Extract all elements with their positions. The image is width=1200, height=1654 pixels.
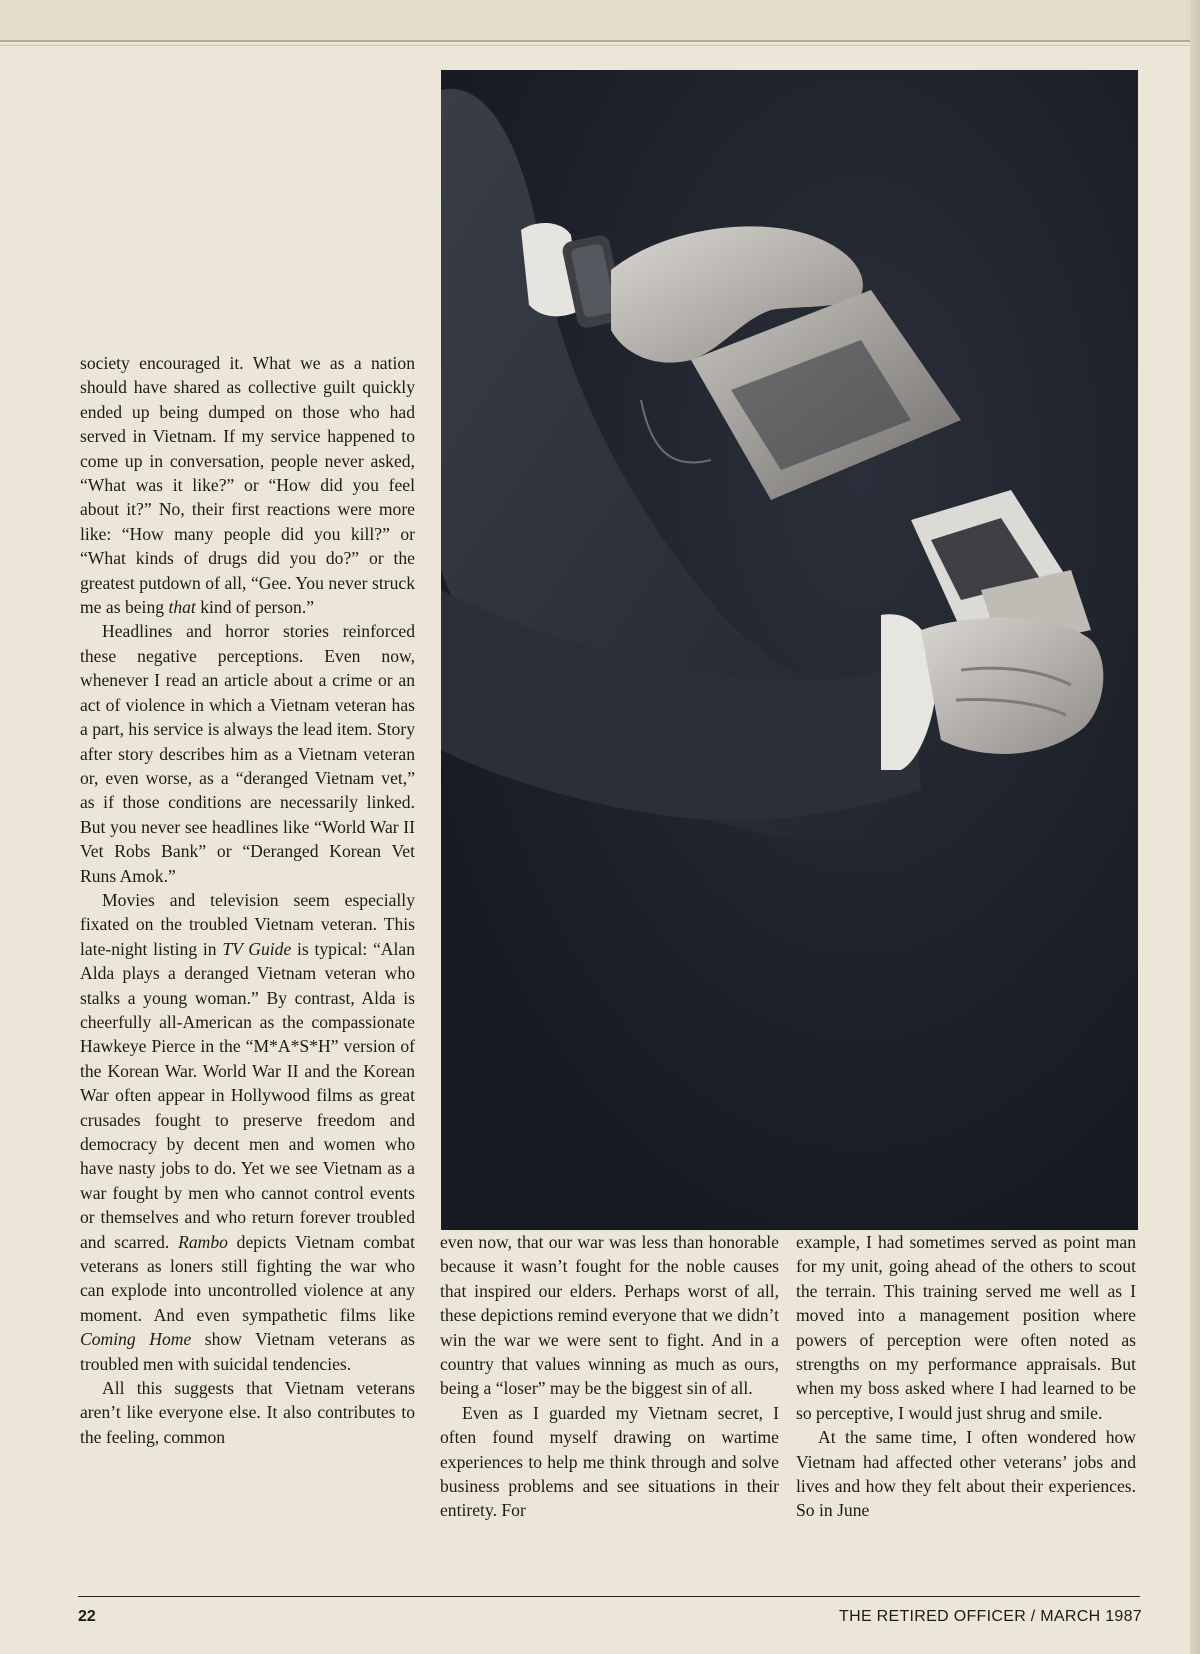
- page-top-band: [0, 0, 1200, 40]
- article-photo: [441, 70, 1138, 1230]
- publication-footer: THE RETIRED OFFICER / MARCH 1987: [839, 1608, 1142, 1625]
- paragraph: even now, that our war was less than honorable because it wasn’t fought for the noble causes that inspired our elders. Perhaps worst of all, these depictions remind everyone that we didn’t win the war we were sent to fight. And in a country that values winning as much as ours, being a “loser” may be the biggest sin of all.: [440, 1232, 779, 1399]
- paragraph: At the same time, I often wondered how Vietnam had affected other veterans’ jobs and lives and how they felt about their experiences. So in June: [796, 1427, 1136, 1521]
- page-edge-shadow: [1190, 0, 1200, 1654]
- top-rule-secondary: [0, 45, 1200, 46]
- paragraph: Even as I guarded my Vietnam secret, I often found myself drawing on wartime experiences to help me think through and solve business problems and see situations in their entirety. For: [440, 1402, 779, 1521]
- paragraph: society encouraged it. What we as a nation should have shared as collective guilt quickly ended up being dumped on those who had served in Vietnam. If my service happened to come up in conversation, people never asked, “What was it like?” or “How did you feel about it?” No, their first reactions were more like: “How many people did you kill?” or “What kinds of drugs did you do?” or the greatest putdown of all, “Gee. You never struck me as being that kind of person.”: [80, 353, 415, 618]
- paragraph: Headlines and horror stories reinforced these negative perceptions. Even now, whenever I read an article about a crime or an act of violence in which a Vietnam veteran has a part, his service is always the lead item. Story after story describes him as a Vietnam veteran or, even worse, as a “deranged Vietnam vet,” as if those conditions are necessarily linked. But you never see headlines like “World War II Vet Robs Bank” or “Deranged Korean Vet Runs Amok.”: [80, 621, 415, 886]
- paragraph: All this suggests that Vietnam veterans aren’t like everyone else. It also contributes to the feeling, common: [80, 1378, 415, 1447]
- top-rule: [0, 40, 1200, 42]
- article-column-1: [80, 351, 415, 1587]
- page-number: 22: [78, 1608, 96, 1625]
- footer-rule: [78, 1596, 1140, 1597]
- photo-hands-holding-snapshots: [441, 70, 1138, 1230]
- article-column-2: [440, 1230, 779, 1587]
- article-column-3: [796, 1230, 1136, 1587]
- paragraph: Movies and television seem especially fixated on the troubled Vietnam veteran. This late-night listing in TV Guide is typical: “Alan Alda plays a deranged Vietnam veteran who stalks a young woman.” By contrast, Alda is cheerfully all-American as the compassionate Hawkeye Pierce in the “M*A*S*H” version of the Korean War. World War II and the Korean War often appear in Hollywood films as great crusades fought to preserve freedom and democracy by decent men and women who have nasty jobs to do. Yet we see Vietnam as a war fought by men who cannot control events or themselves and who return forever troubled and scarred. Rambo depicts Vietnam combat veterans as loners still fighting the war who can explode into uncontrolled violence at any moment. And even sympathetic films like Coming Home show Vietnam veterans as troubled men with suicidal tendencies.: [80, 889, 415, 1374]
- paragraph: example, I had sometimes served as point man for my unit, going ahead of the others to scout the terrain. This training served me well as I moved into a management position where powers of perception were often noted as strengths on my performance appraisals. But when my boss asked where I had learned to be so perceptive, I would just shrug and smile.: [796, 1232, 1136, 1423]
